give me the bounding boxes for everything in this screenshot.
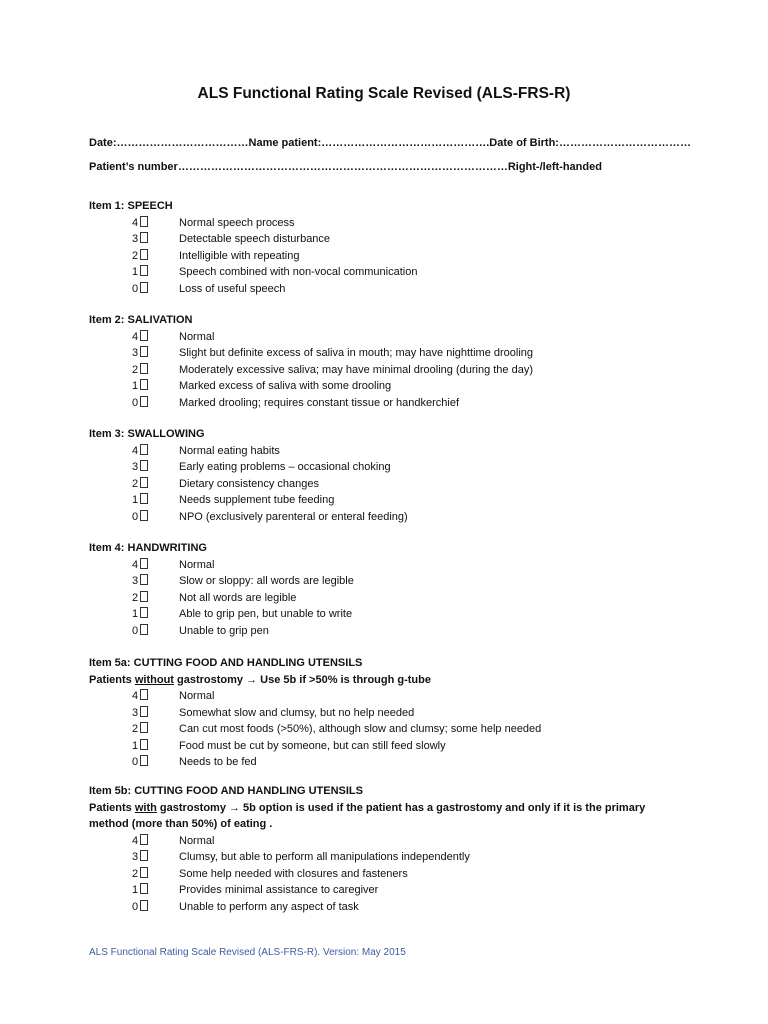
checkbox-icon[interactable] [140,867,148,878]
option-text: Slight but definite excess of saliva in mouth; may have nighttime drooling [179,347,534,359]
checkbox-icon[interactable] [140,363,148,374]
checkbox-icon[interactable] [140,232,148,243]
option-text: Marked drooling; requires constant tissue or handkerchief [179,396,460,409]
option-row[interactable] [89,721,709,738]
score-checkbox[interactable]: 3 [132,459,152,476]
option-row[interactable] [89,395,709,412]
option-row[interactable] [89,329,709,346]
score-checkbox[interactable]: 4 [132,443,152,460]
option-text: Slow or sloppy: all words are legible [179,575,354,587]
item-heading: Item 5b: CUTTING FOOD AND HANDLING UTENSILS [89,785,363,797]
score-checkbox[interactable]: 4 [132,833,152,850]
option-row[interactable] [89,590,709,607]
checkbox-icon[interactable] [140,444,148,455]
checkbox-icon[interactable] [140,249,148,260]
checkbox-icon[interactable] [140,574,148,585]
item-5a-section [89,655,709,771]
score-checkbox[interactable]: 0 [132,509,152,526]
checkbox-icon[interactable] [140,834,148,845]
score-checkbox[interactable]: 3 [132,849,152,866]
item-heading: Item 3: SWALLOWING [89,428,205,440]
option-row[interactable] [89,705,709,722]
score-checkbox[interactable]: 2 [132,248,152,265]
option-text: Not all words are legible [179,591,297,604]
option-text: Detectable speech disturbance [179,233,331,245]
score-checkbox[interactable]: 1 [132,606,152,623]
option-row[interactable] [89,866,709,883]
option-text: Food must be cut by someone, but can still feed slowly [179,739,446,752]
option-row[interactable] [89,849,709,866]
score-checkbox[interactable]: 2 [132,590,152,607]
score-checkbox[interactable]: 3 [132,345,152,362]
checkbox-icon[interactable] [140,216,148,227]
option-row[interactable] [89,833,709,850]
option-row[interactable] [89,738,709,755]
option-row[interactable] [89,899,709,916]
checkbox-icon[interactable] [140,706,148,717]
option-text: Normal [179,330,215,343]
checkbox-icon[interactable] [140,591,148,602]
checkbox-icon[interactable] [140,689,148,700]
option-row[interactable] [89,557,709,574]
option-row[interactable] [89,509,709,526]
checkbox-icon[interactable] [140,477,148,488]
item-3-section [89,426,709,525]
option-row[interactable] [89,281,709,298]
item-1-section [89,198,709,297]
option-text: Somewhat slow and clumsy, but no help needed [179,706,415,719]
item-4-section [89,540,709,639]
option-text: Unable to grip pen [179,624,269,637]
page-title: ALS Functional Rating Scale Revised (ALS-FRS-R) [197,85,571,102]
option-row[interactable] [89,476,709,493]
item-heading: Item 5a: CUTTING FOOD AND HANDLING UTENSILS [89,657,363,669]
checkbox-icon[interactable] [140,510,148,521]
option-text: Needs to be fed [179,756,257,768]
option-row[interactable] [89,882,709,899]
option-text: Able to grip pen, but unable to write [179,608,353,620]
score-checkbox[interactable]: 0 [132,623,152,640]
item-heading: Item 1: SPEECH [89,200,173,212]
checkbox-icon[interactable] [140,265,148,276]
option-text: Provides minimal assistance to caregiver [179,884,379,896]
checkbox-icon[interactable] [140,900,148,911]
option-row[interactable] [89,215,709,232]
option-text: Loss of useful speech [179,282,286,295]
option-text: Unable to perform any aspect of task [179,900,359,913]
score-checkbox[interactable]: 2 [132,866,152,883]
item-2-section [89,312,709,411]
score-checkbox[interactable]: 0 [132,899,152,916]
checkbox-icon[interactable] [140,346,148,357]
option-row[interactable] [89,754,709,771]
option-text: Marked excess of saliva with some drooling [179,380,392,392]
score-checkbox[interactable]: 2 [132,721,152,738]
score-checkbox[interactable]: 3 [132,231,152,248]
score-checkbox[interactable]: 1 [132,738,152,755]
header-fields-line-2: Patient’s number………………………………………………………………………………Right-/left-handed [89,161,602,173]
option-text: Dietary consistency changes [179,477,320,490]
checkbox-icon[interactable] [140,607,148,618]
option-row[interactable] [89,688,709,705]
score-checkbox[interactable]: 3 [132,573,152,590]
checkbox-icon[interactable] [140,330,148,341]
checkbox-icon[interactable] [140,850,148,861]
option-row[interactable] [89,492,709,509]
score-checkbox[interactable]: 4 [132,329,152,346]
option-text: Clumsy, but able to perform all manipulations independently [179,851,470,863]
score-checkbox[interactable]: 0 [132,281,152,298]
item-heading: Item 2: SALIVATION [89,314,193,326]
option-row[interactable] [89,573,709,590]
checkbox-icon[interactable] [140,493,148,504]
header-fields-line-1: Date:………………………………Name patient:……………………………………….Date of Birth:……………………………… [89,137,691,149]
option-text: Speech combined with non-vocal communication [179,266,418,278]
item-5b-section [89,783,709,915]
option-text: Moderately excessive saliva; may have minimal drooling (during the day) [179,363,533,376]
checkbox-icon[interactable] [140,883,148,894]
checkbox-icon[interactable] [140,282,148,293]
option-row[interactable] [89,378,709,395]
score-checkbox[interactable]: 2 [132,362,152,379]
option-text: Early eating problems – occasional choking [179,461,391,473]
score-checkbox[interactable]: 4 [132,688,152,705]
option-row[interactable] [89,264,709,281]
score-checkbox[interactable]: 3 [132,705,152,722]
option-row[interactable] [89,606,709,623]
checkbox-icon[interactable] [140,739,148,750]
score-checkbox[interactable]: 1 [132,492,152,509]
item-note: Patients without gastrostomy → Use 5b if >50% is through g-tube [89,673,431,686]
checkbox-icon[interactable] [140,379,148,390]
score-checkbox[interactable]: 4 [132,557,152,574]
item-note: Patients with gastrostomy → 5b option is used if the patient has a gastrostomy and only if it is the primary method (more than 50%) of eating . [89,801,646,830]
option-text: Normal speech process [179,216,295,229]
option-row[interactable] [89,623,709,640]
score-checkbox[interactable]: 4 [132,215,152,232]
checkbox-icon[interactable] [140,624,148,635]
score-checkbox[interactable]: 2 [132,476,152,493]
option-text: Normal eating habits [179,444,280,457]
option-row[interactable] [89,459,709,476]
checkbox-icon[interactable] [140,396,148,407]
option-text: Normal [179,834,215,847]
score-checkbox[interactable]: 1 [132,378,152,395]
option-text: Needs supplement tube feeding [179,494,335,506]
score-checkbox[interactable]: 0 [132,395,152,412]
checkbox-icon[interactable] [140,722,148,733]
option-row[interactable] [89,248,709,265]
option-text: Can cut most foods (>50%), although slow and clumsy; some help needed [179,723,542,735]
checkbox-icon[interactable] [140,755,148,766]
option-row[interactable] [89,362,709,379]
checkbox-icon[interactable] [140,460,148,471]
option-text: Some help needed with closures and fasteners [179,867,408,880]
score-checkbox[interactable]: 0 [132,754,152,771]
score-checkbox[interactable]: 1 [132,264,152,281]
option-text: Normal [179,690,215,702]
option-text: Normal [179,558,215,571]
page-footer: ALS Functional Rating Scale Revised (ALS-FRS-R). Version: May 2015 [89,947,406,958]
score-checkbox[interactable]: 1 [132,882,152,899]
option-row[interactable] [89,231,709,248]
option-text: NPO (exclusively parenteral or enteral feeding) [179,510,408,523]
option-row[interactable] [89,345,709,362]
checkbox-icon[interactable] [140,558,148,569]
option-text: Intelligible with repeating [179,249,300,262]
item-heading: Item 4: HANDWRITING [89,542,207,554]
option-row[interactable] [89,443,709,460]
